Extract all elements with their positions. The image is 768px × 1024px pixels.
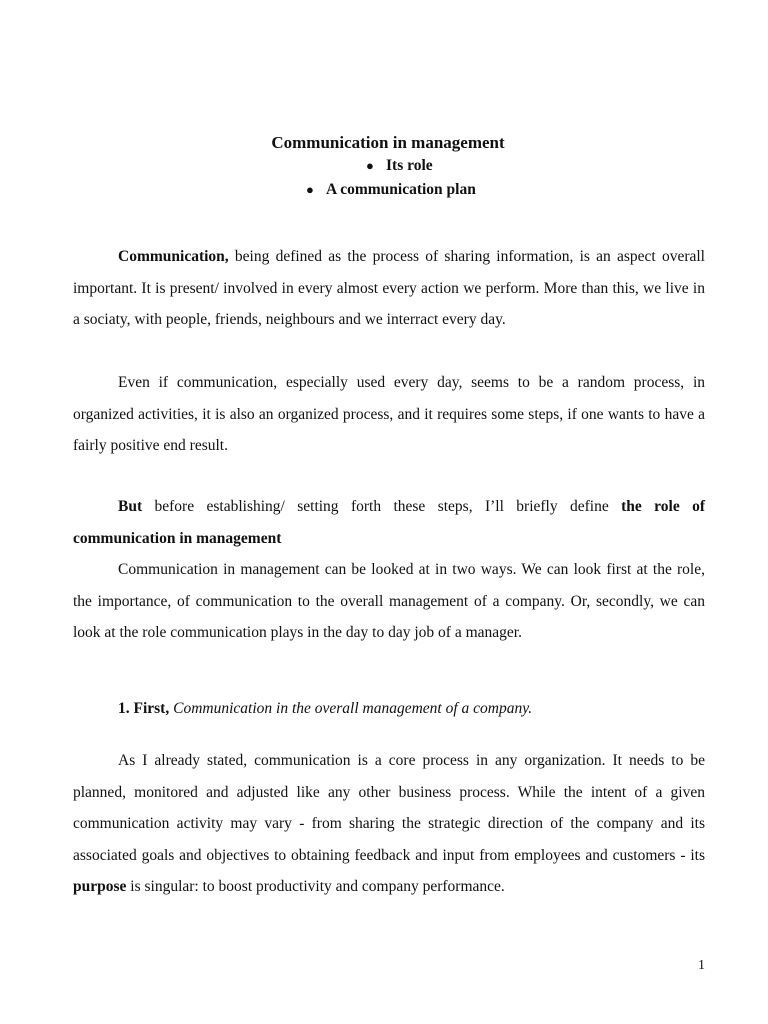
bullet-label: Its role <box>386 157 433 174</box>
bullet-item-plan <box>306 181 476 199</box>
bullet-item-role <box>366 157 433 175</box>
paragraph-role-intro <box>73 491 705 554</box>
bullet-icon: ● <box>306 182 314 197</box>
paragraph-core-process <box>73 745 705 903</box>
page-number: 1 <box>698 958 705 973</box>
section-heading-1 <box>118 700 532 718</box>
paragraph-text: Communication in management can be looked at in two ways. We can look first at the role, the importance, of communication to the overall management of a company. Or, secondly, we can look at the role communication plays in the day to day job of a manager. <box>73 561 705 641</box>
section-number: 1. <box>118 700 130 717</box>
paragraph-text: As I already stated, communication is a core process in any organization. It needs to be planned, monitored and adjusted like any other business process. While the intent of a given communication activity may vary - from sharing the strategic direction of the company and its associated goals and objectives to obtaining feedback and input from employees and customers - its <box>73 752 705 864</box>
section-italic-title: Communication in the overall management of a company. <box>169 700 533 717</box>
section-label: First, <box>129 700 170 717</box>
bullet-label: A communication plan <box>326 181 476 198</box>
paragraph-text: Even if communication, especially used every day, seems to be a random process, in organized activities, it is also an organized process, and it requires some steps, if one wants to have a fairly positive end result. <box>73 374 705 454</box>
document-title: Communication in management <box>271 133 505 152</box>
paragraph-organized-process <box>73 367 705 462</box>
paragraph-text: being defined as the process of sharing information, is an aspect overall important. It is present/ involved in every almost every action we perform. More than this, we live in a sociaty, with people, friends, neighbours and we interract every day. <box>73 248 705 328</box>
paragraph-two-ways <box>73 554 705 649</box>
bullet-icon: ● <box>366 158 374 173</box>
bold-term: Communication, <box>118 248 229 265</box>
bold-phrase: the role of communication in management <box>73 498 705 547</box>
bold-term: But <box>118 498 143 515</box>
paragraph-text: is singular: to boost productivity and company performance. <box>126 878 505 895</box>
paragraph-text: before establishing/ setting forth these steps, I’ll briefly define <box>142 498 622 515</box>
paragraph-communication-definition <box>73 241 705 336</box>
bold-term: purpose <box>73 878 127 895</box>
